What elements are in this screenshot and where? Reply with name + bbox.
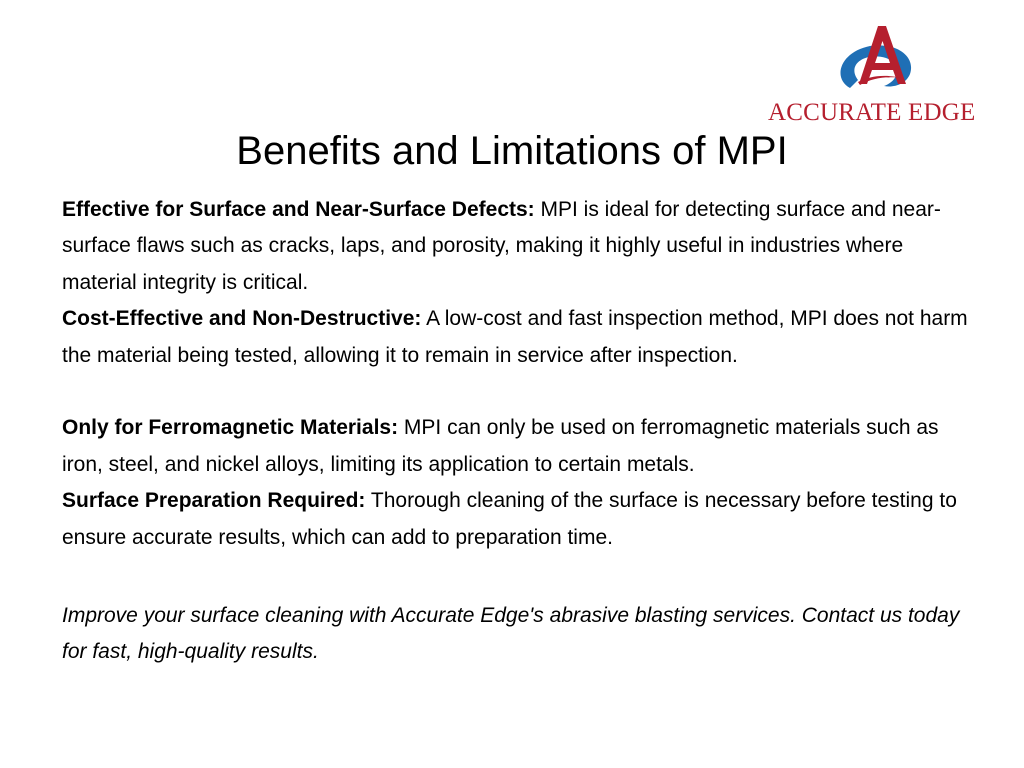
paragraph-cost-effective [62,301,972,374]
paragraph-body: Thorough cleaning of the surface is necessary before testing to ensure accurate results, which can add to preparation time. [62,489,957,549]
paragraph-body: MPI can only be used on ferromagnetic materials such as iron, steel, and nickel alloys, limiting its application to certain metals. [62,416,939,476]
page-title: Benefits and Limitations of MPI [236,129,788,173]
company-logo [762,22,1002,130]
paragraph-heading: Only for Ferromagnetic Materials: [62,416,399,440]
paragraph-heading: Cost-Effective and Non-Destructive: [62,307,422,331]
paragraph-surface-defects [62,192,972,301]
paragraph-surface-prep [62,483,972,556]
paragraph-body: A low-cost and fast inspection method, MPI does not harm the material being tested, allowing it to remain in service after inspection. [62,307,968,367]
paragraph-body: MPI is ideal for detecting surface and near-surface flaws such as cracks, laps, and porosity, making it highly useful in industries where material integrity is critical. [62,198,941,294]
paragraph-ferromagnetic [62,410,972,483]
content-body [62,192,972,671]
spacer [62,556,972,598]
spacer [62,374,972,410]
accurate-edge-logo-icon [762,22,1002,102]
call-to-action: Improve your surface cleaning with Accurate Edge's abrasive blasting services. Contact us today for fast, high-quality results. [62,604,960,664]
logo-wordmark: ACCURATE EDGE [768,99,976,126]
paragraph-heading: Effective for Surface and Near-Surface Defects: [62,198,535,221]
paragraph-heading: Surface Preparation Required: [62,489,366,513]
